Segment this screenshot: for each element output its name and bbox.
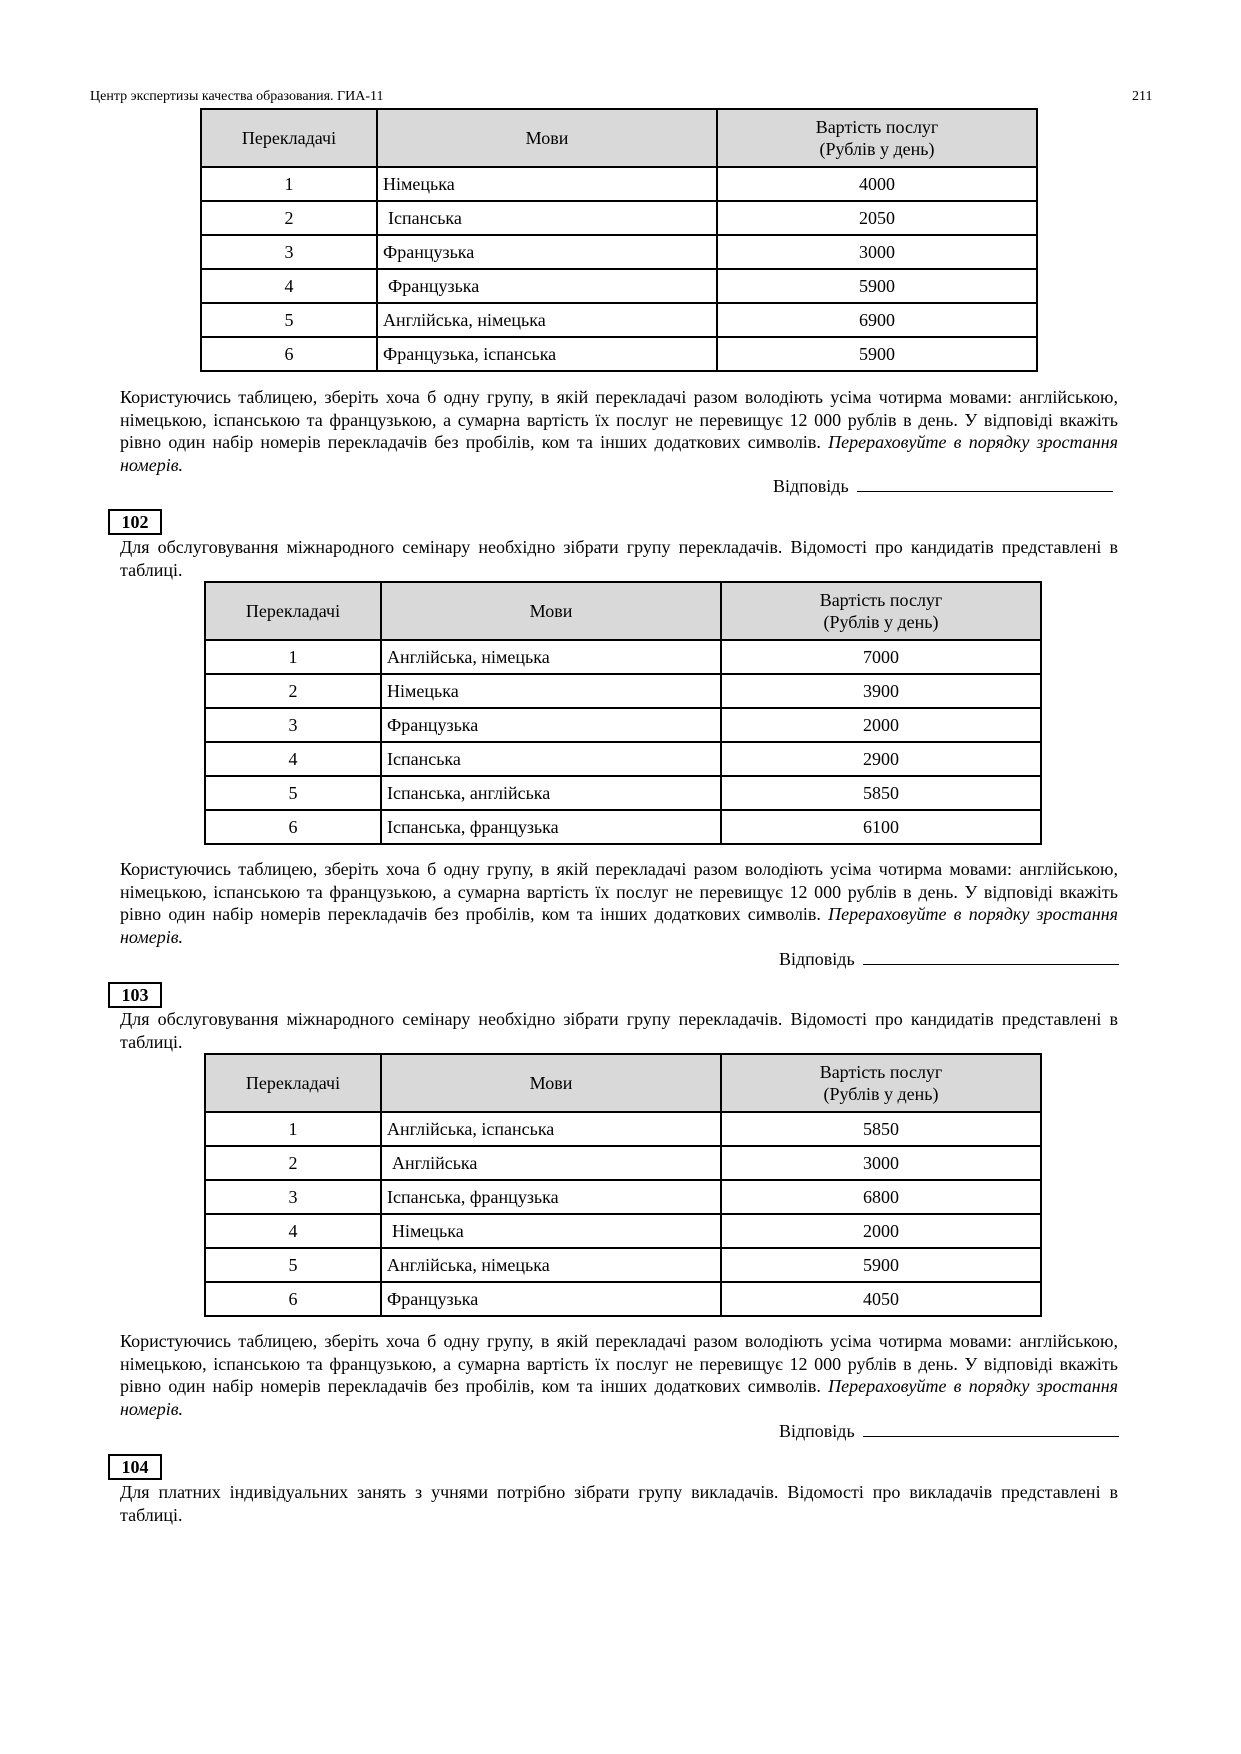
translator-cost: 3000 (717, 235, 1037, 269)
header-translators: Перекладачі (201, 109, 377, 167)
task-note: Перераховуйте в порядку зростання номерів. (120, 432, 1118, 475)
table-row (205, 1248, 1041, 1282)
table-row (205, 810, 1041, 844)
translator-number: 4 (205, 742, 381, 776)
answer-label: Відповідь (773, 476, 849, 496)
task-number: 104 (108, 1454, 162, 1480)
translator-languages: Іспанська, англійська (381, 776, 721, 810)
header-cost-line1: Вартість послуг (819, 1062, 943, 1082)
translator-number: 1 (205, 1112, 381, 1146)
translator-cost: 3900 (721, 674, 1041, 708)
table-row (201, 337, 1037, 371)
translator-number: 5 (205, 776, 381, 810)
header-languages: Мови (377, 109, 717, 167)
translator-cost: 5850 (721, 776, 1041, 810)
translator-cost: 7000 (721, 640, 1041, 674)
translator-cost: 6100 (721, 810, 1041, 844)
task-text (120, 1330, 1118, 1420)
answer-label: Відповідь (779, 949, 855, 969)
table-row (205, 742, 1041, 776)
answer-field (779, 1421, 1119, 1442)
table-row (201, 167, 1037, 201)
task-instructions: Користуючись таблицею, зберіть хоча б одну групу, в якій перекладачі разом володіють усіма чотирма мовами: англійською, німецькою, іспанською та французькою, а сумарна вартість їх послуг не перевищує 12 000 рублів в день. У відповіді вкажіть рівно один набір номерів перекладачів без пробілів, ком та інших додаткових символів. (120, 1331, 1118, 1396)
table-header-row (205, 582, 1041, 640)
translator-number: 3 (201, 235, 377, 269)
task-text (120, 858, 1118, 948)
translator-cost: 6800 (721, 1180, 1041, 1214)
header-languages: Мови (381, 582, 721, 640)
translator-cost: 2000 (721, 1214, 1041, 1248)
translator-cost: 5900 (717, 269, 1037, 303)
translator-languages: Англійська, німецька (381, 640, 721, 674)
answer-field (779, 949, 1119, 970)
translator-number: 6 (205, 810, 381, 844)
header-cost (721, 582, 1041, 640)
task-text (120, 386, 1118, 476)
task-intro: Для обслуговування міжнародного семінару необхідно зібрати групу перекладачів. Відомості про кандидатів представлені в таблиці. (120, 537, 1118, 580)
translator-cost: 5900 (717, 337, 1037, 371)
table-row (205, 1180, 1041, 1214)
table-row (201, 303, 1037, 337)
translator-languages: Англійська, німецька (377, 303, 717, 337)
header-cost-line2: (Рублів у день) (823, 1084, 939, 1104)
task-note: Перераховуйте в порядку зростання номерів. (120, 904, 1118, 947)
table-row (205, 1112, 1041, 1146)
table-row (205, 674, 1041, 708)
translator-cost: 4000 (717, 167, 1037, 201)
translator-number: 1 (205, 640, 381, 674)
translators-table (200, 108, 1038, 372)
translator-languages: Французька (377, 269, 717, 303)
translator-number: 1 (201, 167, 377, 201)
table-header-row (201, 109, 1037, 167)
header-cost-line1: Вартість послуг (819, 590, 943, 610)
translator-cost: 3000 (721, 1146, 1041, 1180)
table-row (205, 1214, 1041, 1248)
translator-languages: Англійська, німецька (381, 1248, 721, 1282)
translators-table (204, 581, 1042, 845)
page-number: 211 (1132, 89, 1153, 104)
task-instructions: Користуючись таблицею, зберіть хоча б одну групу, в якій перекладачі разом володіють усіма чотирма мовами: англійською, німецькою, іспанською та французькою, а сумарна вартість їх послуг не перевищує 12 000 рублів в день. У відповіді вкажіть рівно один набір номерів перекладачів без пробілів, ком та інших додаткових символів. (120, 387, 1118, 452)
translator-cost: 2000 (721, 708, 1041, 742)
answer-field (773, 476, 1113, 497)
translator-languages: Іспанська (377, 201, 717, 235)
translator-cost: 2050 (717, 201, 1037, 235)
table-row (205, 708, 1041, 742)
table-row (205, 640, 1041, 674)
running-header: Центр экспертизы качества образования. ГИА-11 (90, 89, 384, 104)
header-languages: Мови (381, 1054, 721, 1112)
translator-number: 4 (201, 269, 377, 303)
header-cost-line2: (Рублів у день) (823, 612, 939, 632)
header-translators: Перекладачі (205, 582, 381, 640)
table-row (201, 201, 1037, 235)
task-intro: Для платних індивідуальних занять з учнями потрібно зібрати групу викладачів. Відомості про викладачів представлені в таблиці. (120, 1482, 1118, 1525)
translators-table (204, 1053, 1042, 1317)
translator-number: 3 (205, 1180, 381, 1214)
translator-languages: Іспанська (381, 742, 721, 776)
task-note: Перераховуйте в порядку зростання номерів. (120, 1376, 1118, 1419)
translator-languages: Англійська (381, 1146, 721, 1180)
translator-number: 3 (205, 708, 381, 742)
translator-cost: 2900 (721, 742, 1041, 776)
translator-languages: Французька (381, 708, 721, 742)
task-instructions: Користуючись таблицею, зберіть хоча б одну групу, в якій перекладачі разом володіють усіма чотирма мовами: англійською, німецькою, іспанською та французькою, а сумарна вартість їх послуг не перевищує 12 000 рублів в день. У відповіді вкажіть рівно один набір номерів перекладачів без пробілів, ком та інших додаткових символів. (120, 859, 1118, 924)
translator-number: 2 (205, 674, 381, 708)
table-header-row (205, 1054, 1041, 1112)
table-row (201, 269, 1037, 303)
translator-languages: Іспанська, французька (381, 810, 721, 844)
translator-cost: 4050 (721, 1282, 1041, 1316)
translator-languages: Іспанська, французька (381, 1180, 721, 1214)
answer-label: Відповідь (779, 1421, 855, 1441)
translator-languages: Німецька (381, 674, 721, 708)
translator-number: 2 (205, 1146, 381, 1180)
translator-number: 2 (201, 201, 377, 235)
table-row (205, 1146, 1041, 1180)
table-row (205, 1282, 1041, 1316)
translator-cost: 5900 (721, 1248, 1041, 1282)
translator-cost: 6900 (717, 303, 1037, 337)
translator-languages: Німецька (377, 167, 717, 201)
translator-number: 5 (205, 1248, 381, 1282)
header-cost-line2: (Рублів у день) (819, 139, 935, 159)
task-number: 102 (108, 509, 162, 535)
header-cost (721, 1054, 1041, 1112)
answer-blank[interactable] (863, 949, 1119, 965)
answer-blank[interactable] (863, 1421, 1119, 1437)
translator-languages: Англійська, іспанська (381, 1112, 721, 1146)
translator-languages: Французька (377, 235, 717, 269)
header-cost (717, 109, 1037, 167)
translator-number: 4 (205, 1214, 381, 1248)
translator-number: 6 (201, 337, 377, 371)
translator-number: 5 (201, 303, 377, 337)
header-cost-line1: Вартість послуг (815, 117, 939, 137)
translator-cost: 5850 (721, 1112, 1041, 1146)
header-translators: Перекладачі (205, 1054, 381, 1112)
table-row (201, 235, 1037, 269)
answer-blank[interactable] (857, 476, 1113, 492)
table-row (205, 776, 1041, 810)
translator-languages: Французька, іспанська (377, 337, 717, 371)
translator-languages: Німецька (381, 1214, 721, 1248)
task-number: 103 (108, 982, 162, 1008)
translator-number: 6 (205, 1282, 381, 1316)
translator-languages: Французька (381, 1282, 721, 1316)
task-intro: Для обслуговування міжнародного семінару необхідно зібрати групу перекладачів. Відомості про кандидатів представлені в таблиці. (120, 1009, 1118, 1052)
